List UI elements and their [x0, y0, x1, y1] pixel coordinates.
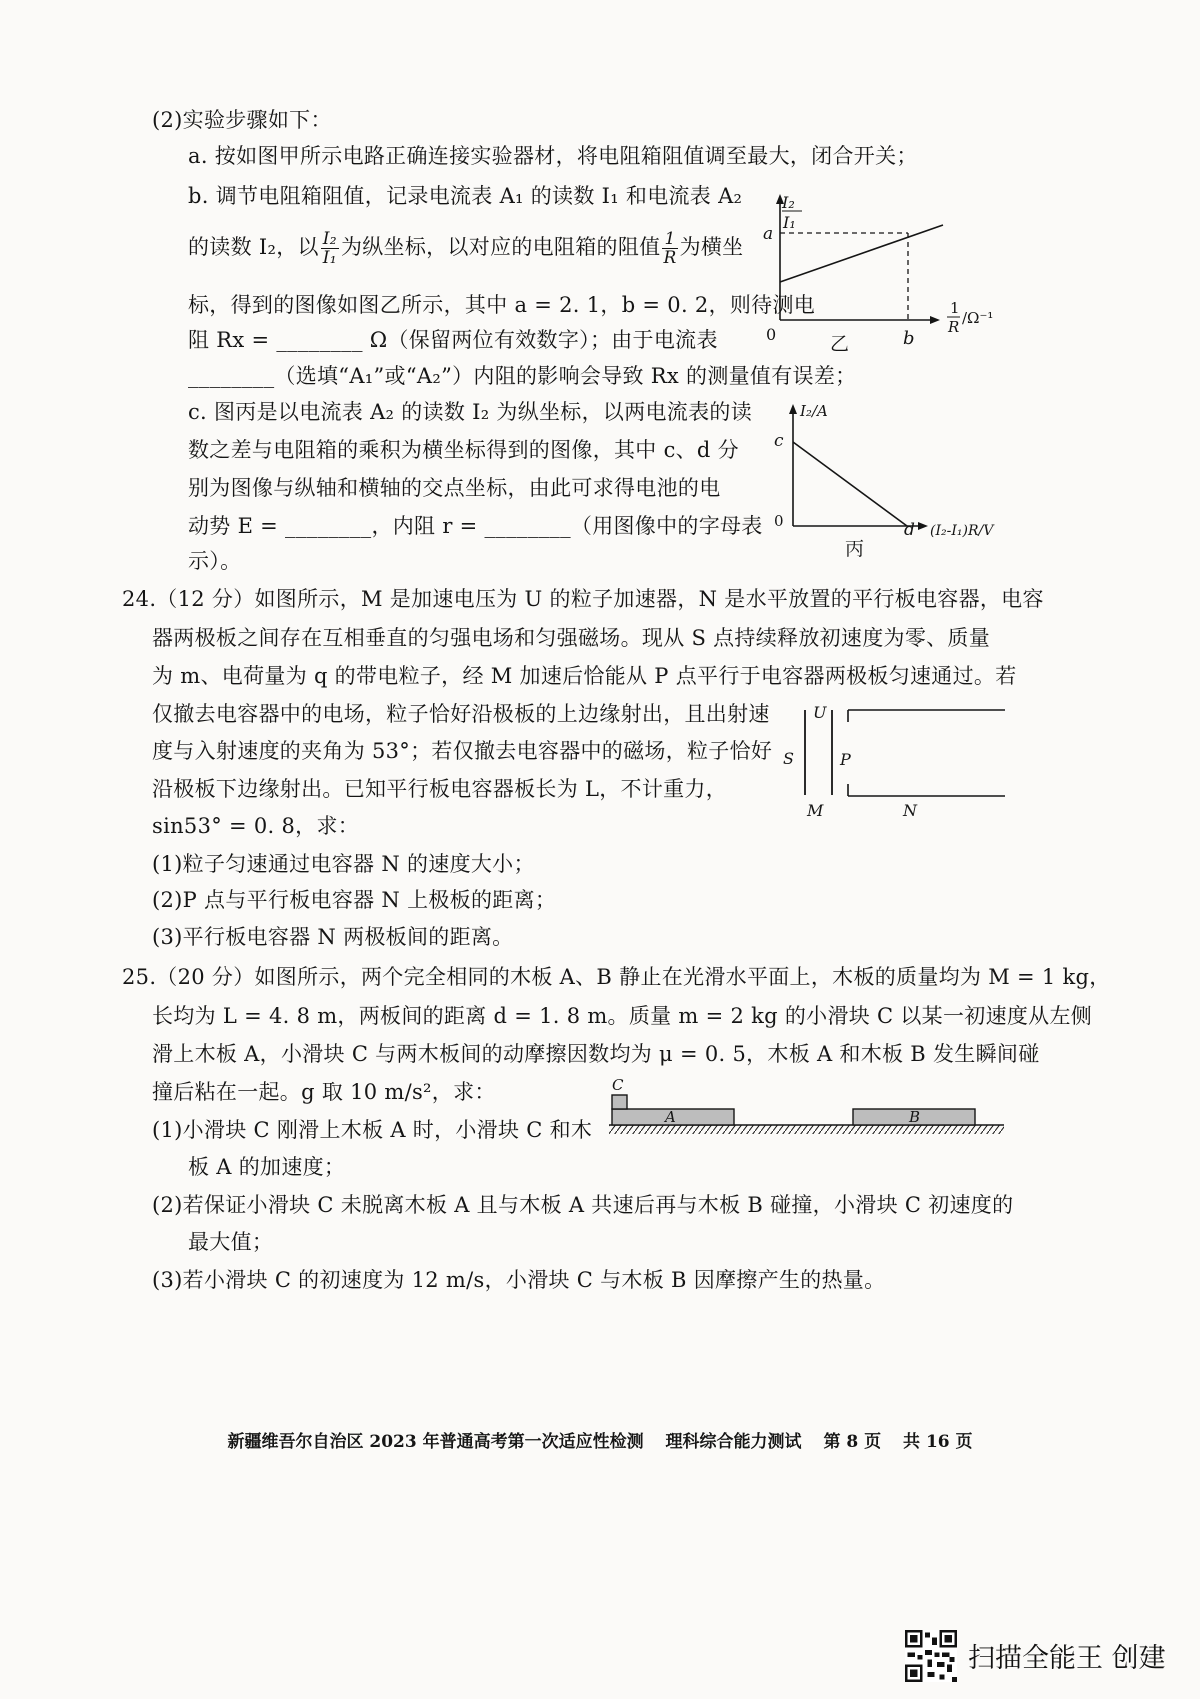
graph-yi-xlabel-num: 1 [950, 299, 960, 317]
graph-bing-origin: 0 [774, 512, 784, 530]
page-footer [0, 1427, 1200, 1452]
label-c: C [612, 1076, 624, 1094]
label-b: B [909, 1108, 921, 1126]
step-c-line1: c. 图丙是以电流表 A₂ 的读数 I₂ 为纵坐标，以两电流表的读 [188, 400, 753, 424]
step-b-line4: 阻 Rx = ________ Ω（保留两位有效数字）；由于电流表 [188, 328, 718, 352]
q24-line1: 24.（12 分）如图所示，M 是加速电压为 U 的粒子加速器，N 是水平放置的平行板电容器，电容 [122, 587, 1044, 611]
graph-bing-xlabel: (I₂-I₁)R/V [930, 523, 994, 539]
graph-bing-c-label: c [774, 431, 784, 451]
graph-bing-caption: 丙 [845, 538, 865, 560]
fraction-i2-over-i1: $\frac{\text{I₂}}{\text{I₁}}$ [322, 229, 337, 268]
q24-line6: 沿极板下边缘射出。已知平行板电容器板长为 L，不计重力， [152, 777, 728, 801]
step-b-line1: b. 调节电阻箱阻值，记录电流表 A₁ 的读数 I₁ 和电流表 A₂ [188, 184, 743, 208]
label-m: M [807, 801, 824, 820]
q24-line7: sin53° = 0. 8，求： [152, 814, 360, 838]
graph-yi-b-label: b [903, 328, 915, 349]
q24-line4: 仅撤去电容器中的电场，粒子恰好沿极板的上边缘射出，且出射速 [152, 702, 770, 726]
step-b-text-b: 为纵坐标，以对应的电阻箱的阻值 [340, 235, 661, 259]
q25-figure [605, 1075, 1015, 1145]
graph-yi-xlabel-den: R [948, 318, 960, 336]
q24-sub3: (3)平行板电容器 N 两极板间的距离。 [152, 925, 514, 949]
q25-sub1b: 板 A 的加速度； [188, 1155, 346, 1179]
q24-line5: 度与入射速度的夹角为 53°；若仅撤去电容器中的磁场，粒子恰好 [152, 739, 773, 763]
graph-bing-line [793, 442, 907, 526]
step-c-line5: 示）。 [188, 549, 242, 573]
qr-code-icon [905, 1630, 957, 1682]
q25-sub2a: (2)若保证小滑块 C 未脱离木板 A 且与木板 A 共速后再与木板 B 碰撞，小滑块 C 初速度的 [152, 1193, 1014, 1217]
step-a: a. 按如图甲所示电路正确连接实验器材，将电阻箱阻值调至最大，闭合开关； [188, 144, 918, 168]
step-c-line2: 数之差与电阻箱的乘积为横坐标得到的图像，其中 c、d 分 [188, 438, 739, 462]
graph-yi [760, 192, 1010, 362]
q24-figure [780, 700, 1020, 830]
q25-line4: 撞后粘在一起。g 取 10 m/s²，求： [152, 1080, 496, 1104]
q25-sub3: (3)若小滑块 C 的初速度为 12 m/s，小滑块 C 与木板 B 因摩擦产生的热量。 [152, 1268, 886, 1292]
label-p: P [840, 750, 851, 769]
step-c-line3: 别为图像与纵轴和横轴的交点坐标，由此可求得电池的电 [188, 476, 721, 500]
footer-exam: 新疆维吾尔自治区 2023 年普通高考第一次适应性检测 [227, 1432, 644, 1452]
graph-yi-origin: 0 [766, 325, 777, 344]
footer-page: 第 8 页 [823, 1432, 882, 1452]
q24-sub2: (2)P 点与平行板电容器 N 上极板的距离； [152, 888, 557, 912]
q24-sub1: (1)粒子匀速通过电容器 N 的速度大小； [152, 852, 535, 876]
q24-line3: 为 m、电荷量为 q 的带电粒子，经 M 加速后恰能从 P 点平行于电容器两极板匀速通过。若 [152, 664, 1017, 688]
graph-bing-ylabel: I₂/A [800, 402, 828, 420]
graph-yi-ylabel-num: I₂ [782, 193, 795, 212]
scanner-watermark: 扫描全能王 创建 [968, 1643, 1166, 1674]
fraction-1-over-r: $\frac{1}{R}$ [663, 229, 677, 268]
part2-heading: (2)实验步骤如下： [152, 108, 332, 132]
q25-sub2b: 最大值； [188, 1230, 274, 1254]
ground-hatch [609, 1125, 1004, 1134]
step-c-line4: 动势 E = ________，内阻 r = ________（用图像中的字母表 [188, 514, 763, 538]
step-b-text-a: 的读数 I₂，以 [188, 235, 319, 259]
graph-yi-a-label: a [763, 224, 774, 244]
step-b-line2 [188, 230, 743, 267]
label-n: N [903, 801, 917, 820]
graph-yi-ylabel-den: I₁ [783, 213, 796, 232]
label-s: S [783, 749, 794, 768]
graph-bing-d-label: d [904, 520, 915, 540]
footer-total: 共 16 页 [903, 1432, 973, 1452]
label-u: U [813, 703, 827, 722]
graph-bing [760, 400, 1010, 570]
step-b-line5: ________（选填“A₁”或“A₂”）内阻的影响会导致 Rx 的测量值有误差； [188, 364, 857, 388]
q24-line2: 器两极板之间存在互相垂直的匀强电场和匀强磁场。现从 S 点持续释放初速度为零、质量 [152, 626, 991, 650]
q25-line3: 滑上木板 A，小滑块 C 与两木板间的动摩擦因数均为 μ = 0. 5，木板 A 和木板 B 发生瞬间碰 [152, 1042, 1040, 1066]
q25-sub1a: (1)小滑块 C 刚滑上木板 A 时，小滑块 C 和木 [152, 1118, 593, 1142]
q25-line2: 长均为 L = 4. 8 m，两板间的距离 d = 1. 8 m。质量 m = 2 kg 的小滑块 C 以某一初速度从左侧 [152, 1004, 1093, 1028]
graph-yi-xunit: /Ω⁻¹ [962, 309, 994, 327]
footer-subject: 理科综合能力测试 [665, 1432, 802, 1452]
block-c [612, 1095, 627, 1109]
step-b-line3: 标，得到的图像如图乙所示，其中 a = 2. 1，b = 0. 2，则待测电 [188, 293, 816, 317]
q25-line1: 25.（20 分）如图所示，两个完全相同的木板 A、B 静止在光滑水平面上，木板的质量均为 M = 1 kg， [122, 965, 1111, 989]
label-a: A [665, 1108, 676, 1126]
step-b-text-c: 为横坐 [679, 235, 744, 259]
graph-yi-caption: 乙 [830, 333, 850, 355]
